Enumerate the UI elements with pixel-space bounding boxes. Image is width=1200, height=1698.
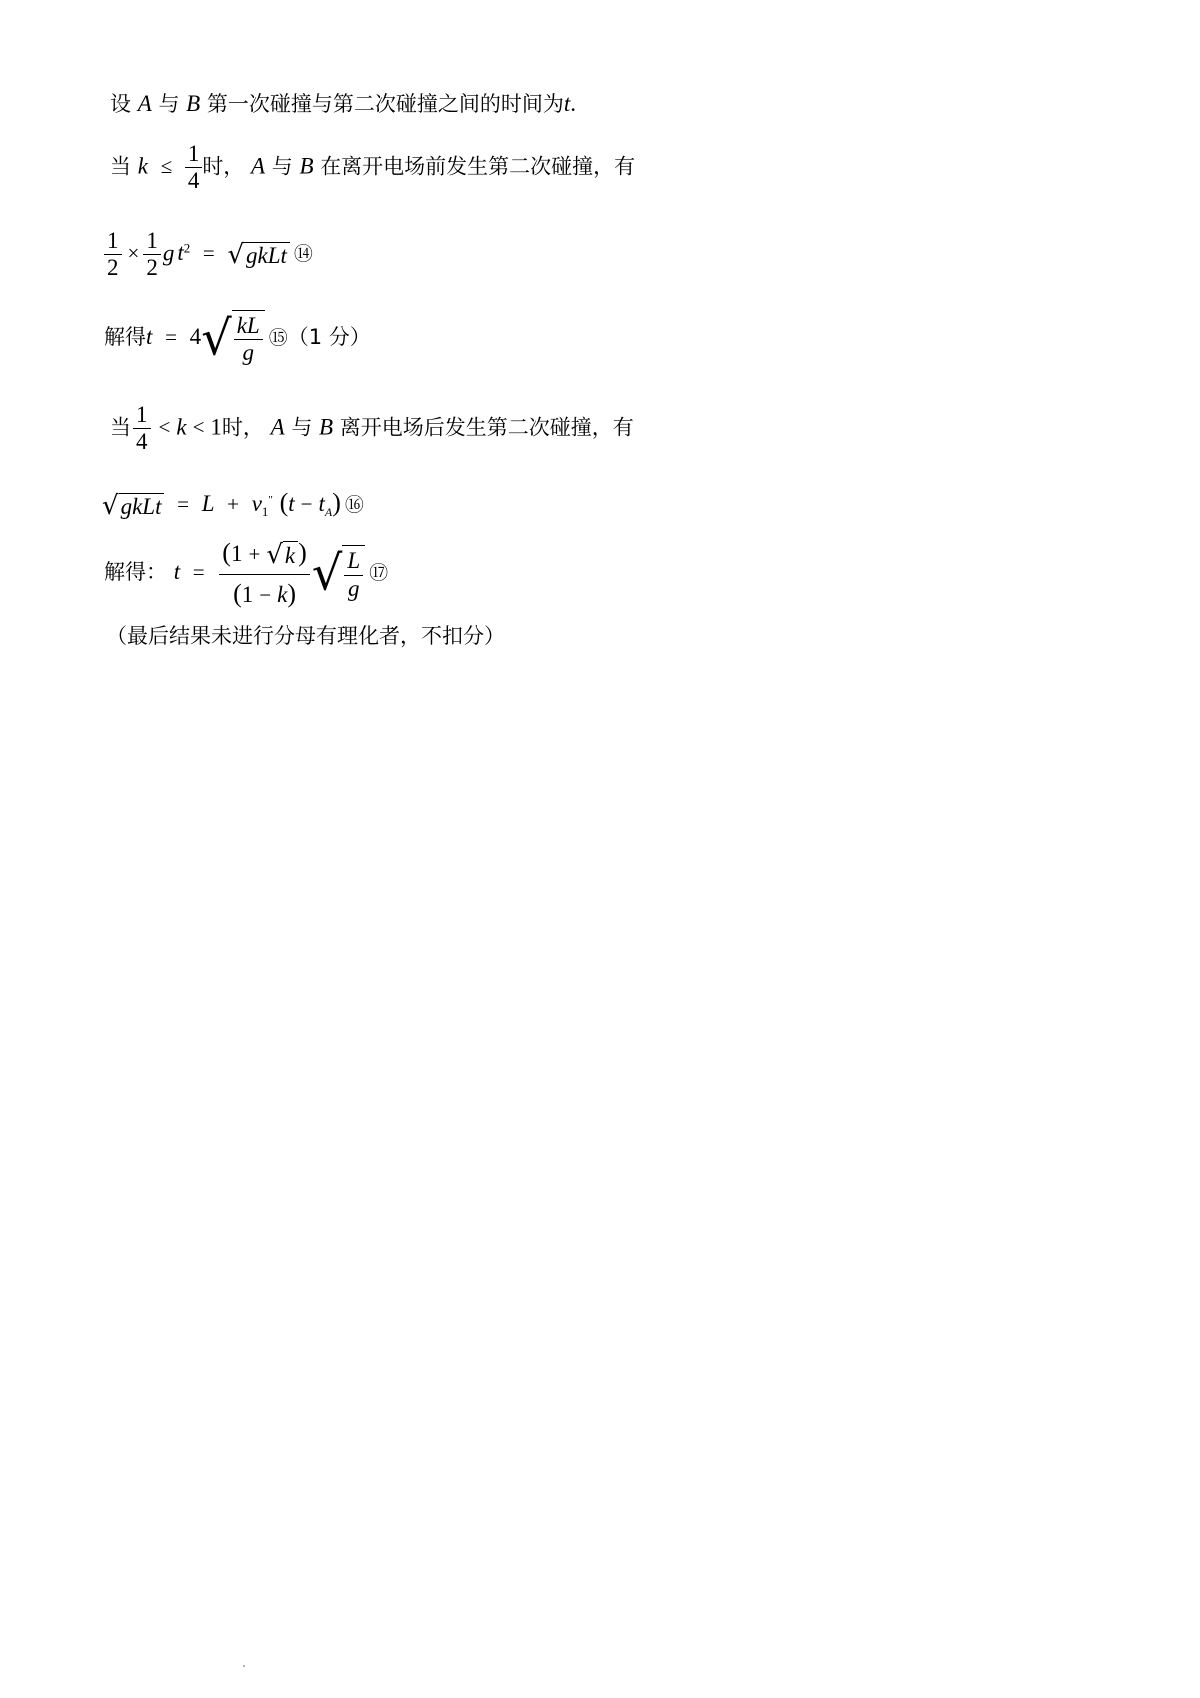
less-than-operator: < (158, 415, 171, 440)
fraction-denominator: 4 (133, 428, 151, 455)
fraction-numerator: 1 (107, 228, 119, 253)
fraction-numerator: L (347, 548, 361, 574)
var-k: k (277, 582, 288, 608)
fraction-numerator: 1 (136, 402, 148, 427)
fraction-denominator: g (344, 575, 363, 602)
double-prime: " (268, 494, 273, 506)
score-note: （1 分） (287, 324, 371, 349)
var-k: k (176, 414, 187, 440)
radicand (342, 545, 365, 602)
fraction-denominator: 2 (104, 254, 122, 281)
left-paren: ( (222, 538, 231, 567)
right-paren: ) (287, 579, 296, 609)
intro-text: 第一次碰撞与第二次碰撞之间的时间为 (206, 92, 564, 116)
radical-sign: √ (227, 239, 245, 270)
fraction-denominator: 2 (143, 254, 161, 281)
case1-line (110, 141, 635, 195)
var-B: B (186, 91, 201, 116)
equals-operator: = (165, 324, 177, 349)
fraction-half (143, 228, 161, 282)
radicand: gkLt (119, 493, 165, 518)
var-B: B (319, 414, 334, 440)
var-v: v (251, 491, 262, 516)
fraction-main (219, 538, 309, 609)
var-t: t (563, 91, 571, 116)
var-t: t (177, 240, 184, 266)
radicand: k (283, 541, 298, 569)
fraction-one-quarter (133, 402, 151, 456)
case1-text: 时， (202, 154, 245, 179)
coefficient: 4 (189, 323, 202, 349)
number-one: 1 (241, 582, 254, 608)
number-one: 1 (210, 414, 222, 440)
solution-15 (104, 310, 371, 367)
intro-line (110, 92, 576, 115)
case2-text: 与 (291, 415, 313, 440)
equals-operator: = (192, 560, 205, 585)
radical-sign: √ (311, 545, 343, 602)
square-root (227, 239, 289, 270)
square-root (201, 310, 265, 367)
leq-operator: ≤ (160, 154, 173, 179)
var-A: A (270, 414, 285, 440)
solve-text: 解得 (104, 324, 146, 349)
subscript: A (324, 505, 333, 520)
radical-sign: √ (266, 539, 283, 570)
radical-sign: √ (102, 490, 119, 521)
case2-text: 当 (110, 415, 131, 440)
equation-number: ⑯ (344, 494, 364, 516)
square-root (312, 545, 365, 602)
plus-operator: + (248, 542, 261, 566)
var-A: A (137, 91, 152, 116)
square-root (102, 490, 164, 521)
left-paren: ( (233, 579, 242, 609)
minus-operator: − (300, 492, 313, 516)
var-g: g (162, 240, 175, 266)
solve-text: 解得： (104, 560, 167, 585)
number-one: 1 (230, 541, 243, 566)
subscript: 1 (261, 504, 269, 520)
grading-note: （最后结果未进行分母有理化者，不扣分） (106, 624, 505, 648)
fraction-denominator (219, 574, 309, 609)
square-root (266, 541, 298, 571)
case1-text: 当 (110, 154, 131, 179)
equation-number: ⑮ (268, 326, 288, 349)
var-t: t (146, 323, 153, 349)
var-t: t (288, 491, 295, 516)
left-paren: ( (279, 488, 289, 517)
radicand (232, 310, 265, 367)
intro-text: 与 (158, 92, 180, 116)
case2-text: 时， (221, 415, 264, 440)
period: . (570, 91, 577, 116)
times-operator: × (127, 241, 140, 266)
equation-number: ⑭ (293, 243, 313, 266)
fraction-numerator: kL (236, 313, 260, 338)
var-k: k (137, 153, 148, 179)
fraction-one-quarter (185, 141, 203, 195)
fraction-numerator: 1 (146, 228, 158, 253)
case2-text: 离开电场后发生第二次碰撞，有 (339, 415, 634, 440)
fraction-denominator: 4 (185, 167, 203, 194)
minus-operator: − (259, 583, 272, 608)
exponent: 2 (183, 240, 191, 256)
var-t: t (173, 559, 181, 585)
intro-text: 设 (110, 92, 131, 116)
equation-16 (102, 490, 364, 519)
case2-line (110, 402, 634, 456)
speck (243, 1665, 245, 1667)
fraction-half (104, 228, 122, 282)
var-B: B (299, 153, 314, 179)
var-L: L (201, 491, 215, 516)
right-paren: ) (298, 538, 307, 567)
equals-operator: = (177, 492, 189, 516)
var-t: t (318, 491, 325, 516)
equation-14 (104, 228, 313, 282)
fraction-numerator (219, 538, 309, 574)
right-paren: ) (332, 488, 341, 517)
equals-operator: = (202, 241, 215, 266)
fraction-denominator: g (234, 339, 263, 366)
less-than-operator: < (192, 415, 205, 440)
fraction-numerator: 1 (187, 141, 200, 166)
radical-sign: √ (201, 310, 232, 367)
radicand: gkLt (244, 242, 290, 267)
solution-17 (104, 538, 388, 609)
case1-text: 与 (271, 154, 293, 179)
case1-text: 在离开电场前发生第二次碰撞，有 (320, 154, 636, 179)
equation-number: ⑰ (369, 562, 389, 585)
fraction-kl-over-g (234, 313, 263, 367)
plus-operator: + (227, 492, 240, 516)
fraction-l-over-g (344, 548, 363, 602)
var-A: A (251, 153, 266, 179)
